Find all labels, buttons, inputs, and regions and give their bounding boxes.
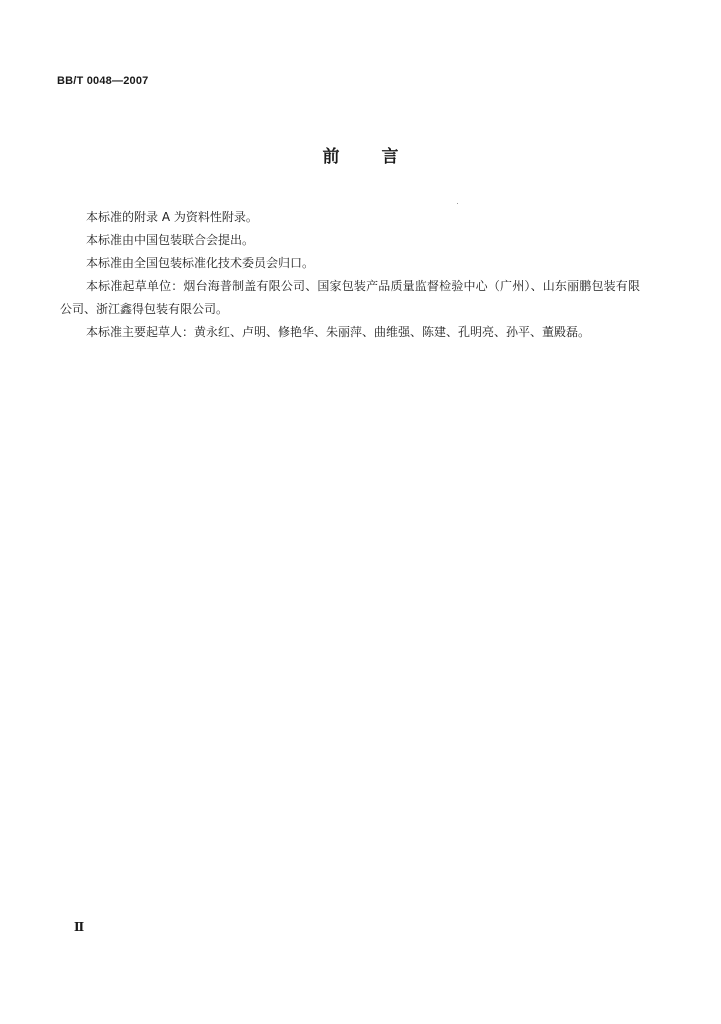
page-number: Ⅱ <box>74 920 85 934</box>
paragraph-annex: 本标准的附录 A 为资料性附录。 <box>86 210 258 224</box>
title-char-2: 言 <box>381 147 399 167</box>
standard-code: BB/T 0048—2007 <box>57 75 149 87</box>
title-char-1: 前 <box>322 147 340 167</box>
paragraph-responsible-committee: 本标准由全国包装标准化技术委员会归口。 <box>86 256 315 270</box>
page-title <box>0 142 721 167</box>
paragraph-drafting-units: 本标准起草单位：烟台海普制盖有限公司、国家包装产品质量监督检验中心（广州）、山东丽鹏包装有限公司、浙江鑫得包装有限公司。 <box>60 279 640 316</box>
foreword-body <box>60 206 640 344</box>
paragraph-drafters: 本标准主要起草人：黄永红、卢明、修艳华、朱丽萍、曲维强、陈建、孔明亮、孙平、董殿磊。 <box>86 325 591 339</box>
scan-speck <box>457 203 458 204</box>
paragraph-proposer: 本标准由中国包装联合会提出。 <box>86 233 255 247</box>
